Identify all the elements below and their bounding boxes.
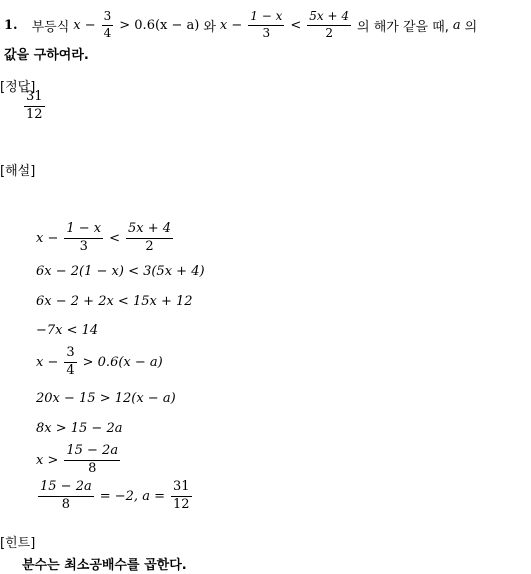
ineq2-left: x − — [219, 17, 243, 33]
solution-step-5 — [36, 346, 163, 379]
solution-step-9 — [36, 480, 194, 513]
solution-label: [해설] — [0, 164, 36, 179]
s8-frac-den: 8 — [88, 460, 97, 476]
ineq2-fraction-2 — [307, 10, 351, 41]
s1-frac2-den: 2 — [145, 238, 154, 254]
solution-step-4: −7x < 14 — [36, 323, 99, 338]
answer-num: 31 — [24, 90, 45, 107]
var-a: a — [452, 17, 461, 33]
ineq1-fraction — [102, 10, 114, 41]
s5-left: x − — [36, 354, 59, 370]
s9-fraction-2 — [171, 480, 192, 513]
s9-frac2-den: 12 — [172, 496, 190, 512]
solution-step-7: 8x > 15 − 2a — [36, 421, 123, 436]
solution-step-1 — [36, 222, 175, 255]
problem-middle-text: 의 해가 같을 때, — [357, 19, 449, 35]
s1-frac1-num: 1 − x — [64, 222, 103, 239]
s1-frac1-den: 3 — [79, 238, 88, 254]
s8-left: x > — [36, 452, 59, 468]
solution-step-3: 6x − 2 + 2x < 15x + 12 — [36, 294, 193, 309]
problem-end-text: 의 — [464, 19, 478, 35]
problem-line-2: 값을 구하여라. — [4, 48, 89, 63]
answer-label: [정답] — [0, 80, 36, 95]
ineq2-fraction-1 — [248, 10, 284, 41]
s9-mid: = −2, a = — [99, 488, 165, 504]
ineq2-frac2-num: 5x + 4 — [307, 10, 351, 26]
problem-line-1 — [4, 10, 477, 41]
answer-den: 12 — [26, 106, 43, 122]
s9-frac-num: 15 − 2a — [38, 480, 94, 497]
s5-fraction — [64, 346, 76, 379]
ineq2-frac2-den: 2 — [325, 25, 333, 40]
ineq1-left: x − — [73, 17, 96, 33]
problem-intro: 부등식 — [31, 19, 70, 35]
s5-right: > 0.6(x − a) — [82, 354, 163, 370]
answer-value — [22, 90, 47, 123]
ineq2-frac1-num: 1 − x — [248, 10, 284, 26]
ineq1-frac-den: 4 — [103, 25, 112, 40]
s8-fraction — [64, 444, 120, 477]
solution-step-6: 20x − 15 > 12(x − a) — [36, 391, 176, 406]
hint-label: [힌트] — [0, 536, 36, 551]
s5-frac-num: 3 — [64, 346, 76, 363]
s9-fraction — [38, 480, 94, 513]
s9-frac2-num: 31 — [171, 480, 192, 497]
s8-frac-num: 15 − 2a — [64, 444, 120, 461]
s9-frac-den: 8 — [61, 496, 70, 512]
s1-rel: < — [109, 230, 121, 246]
s1-left: x − — [36, 230, 59, 246]
ineq2-frac1-den: 3 — [262, 25, 271, 40]
s1-fraction-1 — [64, 222, 103, 255]
ineq1-right: > 0.6(x − a) — [119, 17, 200, 33]
ineq2-rel: < — [290, 17, 302, 33]
s5-frac-den: 4 — [66, 362, 75, 378]
problem-number: 1. — [4, 17, 18, 33]
hint-text: 분수는 최소공배수를 곱한다. — [22, 558, 187, 573]
answer-fraction — [24, 90, 45, 123]
solution-step-8 — [36, 444, 122, 477]
ineq1-frac-num: 3 — [102, 10, 114, 26]
and-text: 와 — [203, 19, 216, 35]
s1-fraction-2 — [126, 222, 173, 255]
solution-step-2: 6x − 2(1 − x) < 3(5x + 4) — [36, 264, 205, 279]
s1-frac2-num: 5x + 4 — [126, 222, 173, 239]
